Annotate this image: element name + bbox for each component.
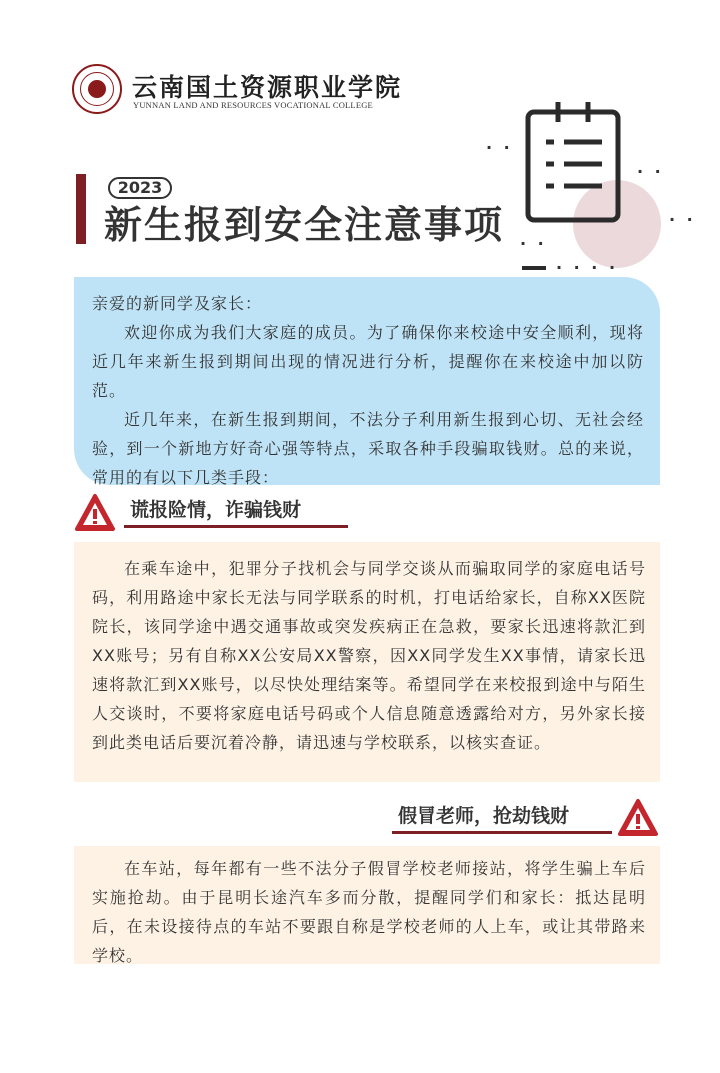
- section-card: [74, 542, 660, 782]
- section-card: [74, 846, 660, 964]
- section-underline: [124, 525, 348, 528]
- intro-card: [74, 277, 660, 485]
- greeting: 亲爱的新同学及家长：: [92, 294, 263, 313]
- decorative-dots: · · · ·: [556, 258, 619, 277]
- decorative-dots: · ·: [637, 162, 664, 181]
- college-name-cn: 云南国土资源职业学院: [132, 73, 403, 102]
- warning-icon: [74, 493, 116, 533]
- section-title: 谎报险情，诈骗钱财: [130, 499, 302, 521]
- decorative-dots: · ·: [669, 210, 696, 229]
- section-body: 在乘车途中，犯罪分子找机会与同学交谈从而骗取同学的家庭电话号码，利用路途中家长无法与同学联系的时机，打电话给家长，自称XX医院院长，该同学途中遇交通事故或突发疾病正在急救，要家长迅速将款汇到XX账号；另有自称XX公安局XX警察，因XX同学发生XX事情，请家长迅速将款汇到XX账号，以尽快处理结案等。希望同学在来校报到途中与陌生人交谈时，不要将家庭电话号码或个人信息随意透露给对方，另外家长接到此类电话后要沉着冷静，请迅速与学校联系，以核实查证。: [92, 559, 646, 752]
- section-title: 假冒老师，抢劫钱财: [398, 805, 570, 827]
- intro-paragraph: 欢迎你成为我们大家庭的成员。为了确保你来校途中安全顺利，现将近几年来新生报到期间出现的情况进行分析，提醒你在来校途中加以防范。: [92, 323, 644, 400]
- title-accent-bar: [76, 174, 86, 244]
- intro-paragraph: 近几年来，在新生报到期间，不法分子利用新生报到心切、无社会经验，到一个新地方好奇心强等特点，采取各种手段骗取钱财。总的来说，常用的有以下几类手段：: [92, 410, 644, 487]
- section-body: 在车站，每年都有一些不法分子假冒学校老师接站，将学生骗上车后实施抢劫。由于昆明长途汽车多而分散，提醒同学们和家长：抵达昆明后，在未设接待点的车站不要跟自称是学校老师的人上车，或让其带路来学校。: [92, 859, 646, 965]
- warning-icon: [617, 798, 659, 838]
- section-underline: [392, 831, 612, 834]
- college-logo-seal: [72, 64, 122, 114]
- year-badge: 2023: [108, 177, 172, 199]
- decorative-dots: · ·: [520, 234, 547, 253]
- decorative-dots: · ·: [486, 138, 513, 157]
- college-name-en: YUNNAN LAND AND RESOURCES VOCATIONAL COLLEGE: [133, 100, 373, 110]
- logo-core: [88, 80, 106, 98]
- page-title: 新生报到安全注意事项: [104, 203, 505, 247]
